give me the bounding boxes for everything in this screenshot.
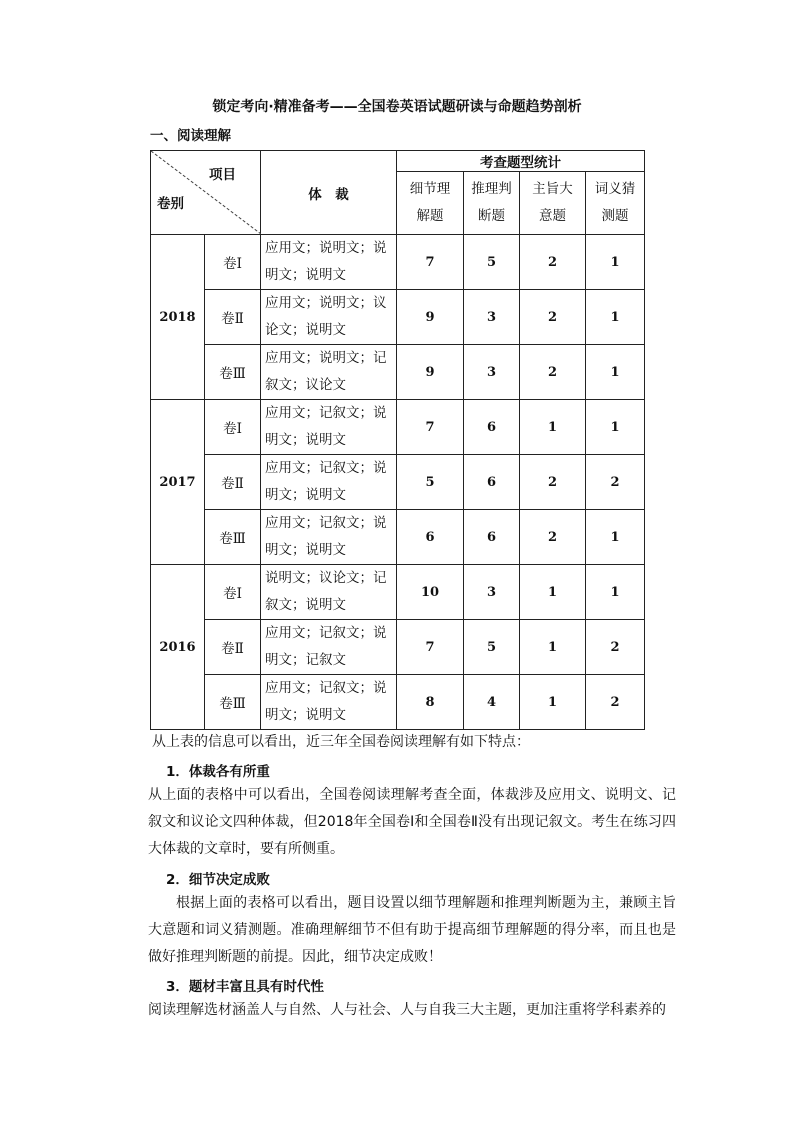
value-cell: 7 xyxy=(397,400,464,455)
value-cell: 3 xyxy=(464,345,520,400)
paper-cell: 卷Ⅰ xyxy=(205,235,261,290)
value-cell: 9 xyxy=(397,290,464,345)
value-cell: 1 xyxy=(520,565,586,620)
value-cell: 3 xyxy=(464,565,520,620)
sub-header-inference: 推理判 断题 xyxy=(464,172,520,235)
value-cell: 2 xyxy=(520,345,586,400)
paper-cell: 卷Ⅲ xyxy=(205,510,261,565)
value-cell: 2 xyxy=(520,290,586,345)
point-body-1: 从上面的表格中可以看出，全国卷阅读理解考查全面，体裁涉及应用文、说明文、记叙文和议论文四种体裁，但2018年全国卷Ⅰ和全国卷Ⅱ没有出现记叙文。考生在练习四大体裁的文章时，要有所侧重。 xyxy=(148,787,676,857)
year-cell: 2018 xyxy=(151,235,205,400)
value-cell: 5 xyxy=(464,235,520,290)
value-cell: 2 xyxy=(520,235,586,290)
intro-text: 从上表的信息可以看出，近三年全国卷阅读理解有如下特点： xyxy=(152,734,530,750)
value-cell: 2 xyxy=(520,510,586,565)
value-cell: 5 xyxy=(464,620,520,675)
table-row xyxy=(151,400,645,455)
value-cell: 6 xyxy=(464,400,520,455)
year-cell: 2017 xyxy=(151,400,205,565)
value-cell: 7 xyxy=(397,235,464,290)
corner-label-paper: 卷别 xyxy=(157,196,184,212)
genre-cell: 应用文；记叙文；说 明文；说明文 xyxy=(261,510,397,565)
paper-cell: 卷Ⅰ xyxy=(205,400,261,455)
sub-header-main-idea: 主旨大 意题 xyxy=(520,172,586,235)
sub-header-word-meaning: 词义猜 测题 xyxy=(586,172,645,235)
value-cell: 2 xyxy=(520,455,586,510)
value-cell: 1 xyxy=(520,675,586,730)
paper-cell: 卷Ⅰ xyxy=(205,565,261,620)
paper-cell: 卷Ⅱ xyxy=(205,455,261,510)
stats-header: 考查题型统计 xyxy=(397,151,645,172)
genre-cell: 应用文；说明文；记 叙文；议论文 xyxy=(261,345,397,400)
table-row xyxy=(151,455,645,510)
value-cell: 6 xyxy=(464,455,520,510)
table-row xyxy=(151,565,645,620)
genre-cell: 应用文；记叙文；说 明文；记叙文 xyxy=(261,620,397,675)
genre-header: 体 裁 xyxy=(261,151,397,235)
value-cell: 1 xyxy=(586,290,645,345)
value-cell: 10 xyxy=(397,565,464,620)
table-row xyxy=(151,510,645,565)
value-cell: 1 xyxy=(586,400,645,455)
point-body-2: 根据上面的表格可以看出，题目设置以细节理解题和推理判断题为主，兼顾主旨大意题和词义猜测题。准确理解细节不但有助于提高细节理解题的得分率，而且也是做好推理判断题的前提。因此，细节决定成败！ xyxy=(148,895,676,965)
year-cell: 2016 xyxy=(151,565,205,730)
value-cell: 1 xyxy=(586,565,645,620)
section-heading: 一、阅读理解 xyxy=(150,128,231,144)
genre-cell: 应用文；说明文；说 明文；说明文 xyxy=(261,235,397,290)
value-cell: 1 xyxy=(520,400,586,455)
genre-cell: 说明文；议论文；记 叙文；说明文 xyxy=(261,565,397,620)
value-cell: 7 xyxy=(397,620,464,675)
page-title: 锁定考向·精准备考——全国卷英语试题研读与命题趋势剖析 xyxy=(212,99,582,115)
genre-cell: 应用文；记叙文；说 明文；说明文 xyxy=(261,455,397,510)
table-row xyxy=(151,235,645,290)
table-row xyxy=(151,620,645,675)
corner-header-cell xyxy=(151,151,261,235)
point-heading-2: 2．细节决定成败 xyxy=(166,872,270,888)
value-cell: 2 xyxy=(586,455,645,510)
value-cell: 4 xyxy=(464,675,520,730)
point-body-3: 阅读理解选材涵盖人与自然、人与社会、人与自我三大主题，更加注重将学科素养的 xyxy=(148,1002,666,1018)
value-cell: 9 xyxy=(397,345,464,400)
paper-cell: 卷Ⅱ xyxy=(205,290,261,345)
genre-cell: 应用文；记叙文；说 明文；说明文 xyxy=(261,400,397,455)
value-cell: 1 xyxy=(520,620,586,675)
paper-cell: 卷Ⅲ xyxy=(205,675,261,730)
value-cell: 5 xyxy=(397,455,464,510)
value-cell: 2 xyxy=(586,675,645,730)
value-cell: 1 xyxy=(586,510,645,565)
table-row xyxy=(151,675,645,730)
paper-cell: 卷Ⅱ xyxy=(205,620,261,675)
genre-cell: 应用文；记叙文；说 明文；说明文 xyxy=(261,675,397,730)
corner-label-item: 项目 xyxy=(209,167,236,183)
table-row xyxy=(151,345,645,400)
value-cell: 1 xyxy=(586,345,645,400)
stats-table xyxy=(150,150,645,730)
paper-cell: 卷Ⅲ xyxy=(205,345,261,400)
value-cell: 3 xyxy=(464,290,520,345)
genre-cell: 应用文；说明文；议 论文；说明文 xyxy=(261,290,397,345)
point-heading-3: 3．题材丰富且具有时代性 xyxy=(166,979,324,995)
value-cell: 2 xyxy=(586,620,645,675)
value-cell: 6 xyxy=(464,510,520,565)
point-heading-1: 1．体裁各有所重 xyxy=(166,764,270,780)
value-cell: 8 xyxy=(397,675,464,730)
sub-header-detail: 细节理 解题 xyxy=(397,172,464,235)
table-row xyxy=(151,290,645,345)
value-cell: 6 xyxy=(397,510,464,565)
value-cell: 1 xyxy=(586,235,645,290)
